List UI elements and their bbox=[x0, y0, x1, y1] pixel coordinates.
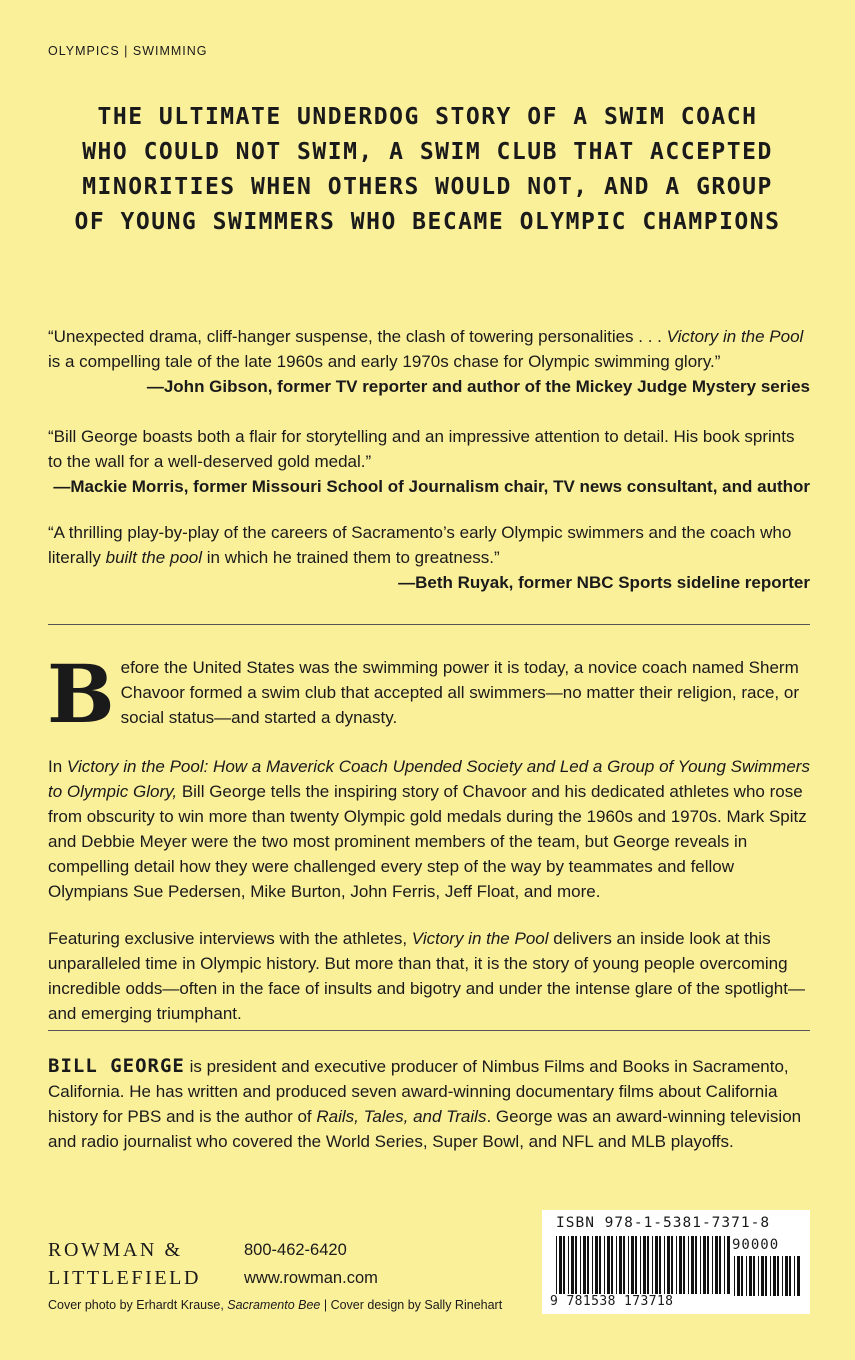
blurb-attribution: —Beth Ruyak, former NBC Sports sideline reporter bbox=[398, 573, 810, 592]
blurb-text: “Unexpected drama, cliff-hanger suspense, the clash of towering personalities . . . Victory in the Pool is a compelling tale of the late 1960s and early 1970s chase for Olympic swimming glory.” bbox=[48, 327, 804, 371]
divider bbox=[48, 624, 810, 625]
cover-credit: Cover photo by Erhardt Krause, Sacramento Bee | Cover design by Sally Rinehart bbox=[48, 1298, 503, 1312]
publisher-name-line2: LITTLEFIELD bbox=[48, 1267, 202, 1289]
author-bio: BILL GEORGE is president and executive producer of Nimbus Films and Books in Sacramento, California. He has written and produced seven award-winning documentary films about California history for PBS and is the author of Rails, Tales, and Trails. George was an award-winning television and radio journalist who covered the World Series, Super Bowl, and NFL and MLB playoffs. bbox=[48, 1055, 802, 1151]
publisher-website[interactable]: www.rowman.com bbox=[244, 1269, 378, 1287]
blurb-text: “Bill George boasts both a flair for storytelling and an impressive attention to detail. His book sprints to the wall for a well-deserved gold medal.” bbox=[48, 427, 795, 471]
divider bbox=[48, 1030, 810, 1031]
blurb-quote bbox=[48, 324, 810, 399]
isbn-barcode bbox=[542, 1210, 810, 1314]
publisher-phone: 800-462-6420 bbox=[244, 1241, 347, 1259]
drop-cap: B bbox=[47, 647, 115, 741]
headline: THE ULTIMATE UNDERDOG STORY OF A SWIM COACH WHO COULD NOT SWIM, A SWIM CLUB THAT ACCEPTED MINORITIES WHEN OTHERS WOULD NOT, AND A GROUP OF YOUNG SWIMMERS WHO BECAME OLYMPIC CHAMPIONS bbox=[74, 104, 781, 235]
blurb-attribution: —John Gibson, former TV reporter and author of the Mickey Judge Mystery series bbox=[146, 377, 810, 396]
price-code: 90000 bbox=[732, 1237, 780, 1253]
author-name: BILL GEORGE bbox=[48, 1055, 185, 1077]
blurb-text: “A thrilling play-by-play of the careers of Sacramento’s early Olympic swimmers and the coach who literally built the pool in which he trained them to greatness.” bbox=[48, 523, 792, 567]
isbn-label: ISBN 978-1-5381-7371-8 bbox=[556, 1215, 771, 1231]
barcode-digits: 9 781538 173718 bbox=[550, 1294, 674, 1309]
description-paragraph: In Victory in the Pool: How a Maverick Coach Upended Society and Led a Group of Young Swimmers to Olympic Glory, Bill George tells the inspiring story of Chavoor and his dedicated athletes who rose from obscurity to win more than twenty Olympic gold medals during the 1960s and 1970s. Mark Spitz and Debbie Meyer were the two most prominent members of the team, but George reveals in compelling detail how they were challenged every step of the way by teammates and fellow Olympians Sue Pedersen, Mike Burton, John Ferris, Jeff Float, and more. bbox=[48, 757, 810, 901]
intro-paragraph: Before the United States was the swimming power it is today, a novice coach named Sherm Chavoor formed a swim club that accepted all swimmers—no matter their religion, race, or social status—and started a dynasty. bbox=[47, 647, 799, 741]
blurb-quote bbox=[48, 520, 810, 595]
blurb-attribution: —Mackie Morris, former Missouri School of Journalism chair, TV news consultant, and author bbox=[53, 477, 810, 496]
description-paragraph: Featuring exclusive interviews with the athletes, Victory in the Pool delivers an inside look at this unparalleled time in Olympic history. But more than that, it is the story of young people overcoming incredible odds—often in the face of insults and bigotry and under the intense glare of the spotlight—and emerging triumphant. bbox=[48, 929, 805, 1023]
publisher-contact bbox=[244, 1236, 378, 1292]
publisher-logo bbox=[48, 1236, 201, 1292]
publisher-name-line1: ROWMAN & bbox=[48, 1239, 183, 1261]
category-label: OLYMPICS | SWIMMING bbox=[48, 44, 208, 58]
blurb-quote bbox=[48, 424, 810, 499]
